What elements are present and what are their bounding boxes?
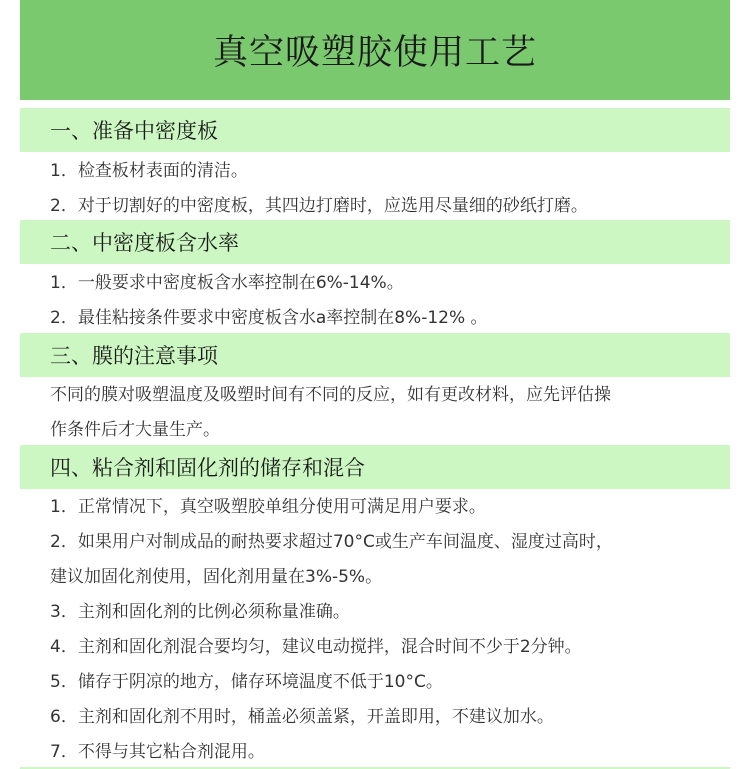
section-header-2 xyxy=(20,220,730,264)
text-line: 6．主剂和固化剂不用时，桶盖必须盖紧，开盖即用，不建议加水。 xyxy=(50,707,554,727)
text-line: 5．储存于阴凉的地方，储存环境温度不低于10°C。 xyxy=(50,672,443,692)
text-line: 2．对于切割好的中密度板，其四边打磨时，应选用尽量细的砂纸打磨。 xyxy=(50,196,588,216)
text-line: 1．检查板材表面的清洁。 xyxy=(50,161,248,181)
section-header-3 xyxy=(20,333,730,377)
text-line: 作条件后才大量生产。 xyxy=(50,420,220,440)
text-line: 4．主剂和固化剂混合要均匀，建议电动搅拌，混合时间不少于2分钟。 xyxy=(50,637,582,657)
section-heading: 二、中密度板含水率 xyxy=(50,231,239,255)
text-line: 7．不得与其它粘合剂混用。 xyxy=(50,742,265,762)
section-header-1 xyxy=(20,108,730,152)
text-line: 建议加固化剂使用，固化剂用量在3%-5%。 xyxy=(50,567,383,587)
text-line: 3．主剂和固化剂的比例必须称量准确。 xyxy=(50,602,350,622)
section-heading: 一、准备中密度板 xyxy=(50,119,218,143)
text-line: 1．正常情况下，真空吸塑胶单组分使用可满足用户要求。 xyxy=(50,497,486,517)
title-banner xyxy=(20,0,730,100)
text-line: 1．一般要求中密度板含水率控制在6%-14%。 xyxy=(50,273,404,293)
section-heading: 三、膜的注意事项 xyxy=(50,344,218,368)
text-line: 2．如果用户对制成品的耐热要求超过70°C或生产车间温度、湿度过高时， xyxy=(50,532,613,552)
page-title: 真空吸塑胶使用工艺 xyxy=(212,33,537,73)
section-header-4 xyxy=(20,445,730,489)
text-line: 不同的膜对吸塑温度及吸塑时间有不同的反应，如有更改材料，应先评估操 xyxy=(50,385,611,405)
section-heading: 四、粘合剂和固化剂的储存和混合 xyxy=(50,456,365,480)
text-line: 2．最佳粘接条件要求中密度板含水a率控制在8%-12% 。 xyxy=(50,308,488,328)
